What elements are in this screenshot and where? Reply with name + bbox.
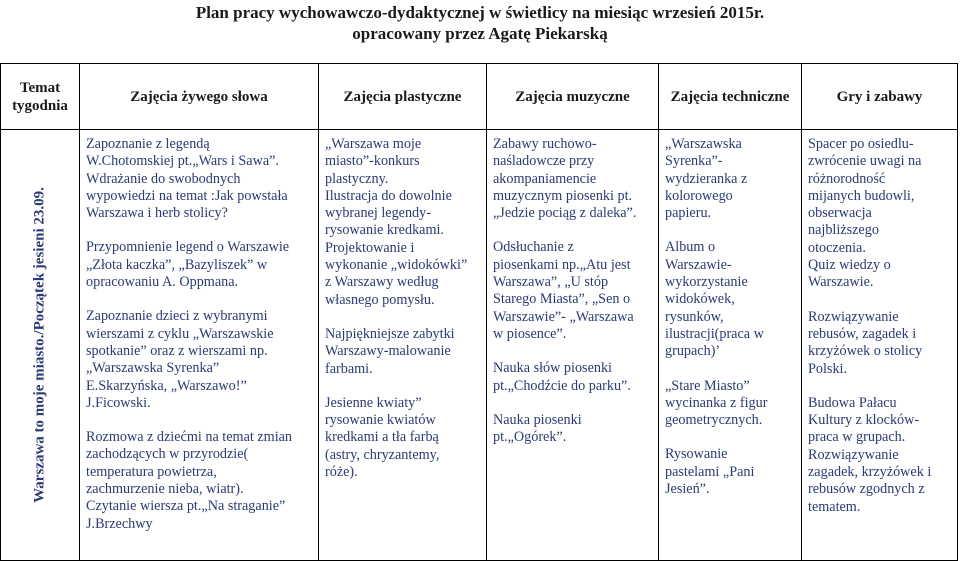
activity-text: Zabawy ruchowo- naśladowcze przy akompaniamencie muzycznym piosenki pt. „Jedzie pociąg z daleka”. bbox=[493, 136, 637, 222]
column-header-temat: Temat tygodnia bbox=[1, 64, 80, 130]
cell-slowo bbox=[80, 130, 319, 561]
page-title: Plan pracy wychowawczo-dydaktycznej w świetlicy na miesiąc wrzesień 2015r. bbox=[195, 3, 765, 22]
plan-table bbox=[0, 63, 958, 561]
cell-plastyczne bbox=[319, 130, 487, 561]
activity-text: Odsłuchanie z piosenkami np.„Atu jest Warszawa”, „U stóp Starego Miasta”, „Sen o Warszawie”- „Warszawa w piosence”. bbox=[493, 239, 634, 342]
activity-text: Zapoznanie dzieci z wybranymi wierszami z cyklu „Warszawskie spotkanie” oraz z wierszami np. „Warszawska Syrenka” E.Skarzyńska, „Warszawo!” J.Ficowski. bbox=[86, 308, 274, 411]
activity-text: Rysowanie pastelami „Pani Jesień”. bbox=[665, 446, 755, 498]
column-header-plastyczne: Zajęcia plastyczne bbox=[319, 64, 487, 130]
activity-text: Budowa Pałacu Kultury z klocków- praca w grupach. Rozwiązywanie zagadek, krzyżówek i rebusów zgodnych z tematem. bbox=[808, 394, 932, 515]
column-header-muzyczne: Zajęcia muzyczne bbox=[487, 64, 659, 130]
table-header-row bbox=[1, 64, 958, 130]
column-header-techniczne: Zajęcia techniczne bbox=[659, 64, 802, 130]
activity-text: „Stare Miasto” wycinanka z figur geometrycznych. bbox=[665, 377, 768, 429]
activity-text: Spacer po osiedlu- zwrócenie uwagi na różnorodność mijanych budowli, obserwacja najbliższego otoczenia. Quiz wiedzy o Warszawie. bbox=[808, 136, 922, 291]
table-row bbox=[1, 130, 958, 561]
theme-cell bbox=[1, 130, 80, 561]
activity-text: Zapoznanie z legendą W.Chotomskiej pt.„Wars i Sawa”. Wdrażanie do swobodnych wypowiedzi na temat :Jak powstała Warszawa i herb stolicy? bbox=[86, 136, 288, 222]
column-header-slowo: Zajęcia żywego słowa bbox=[80, 64, 319, 130]
activity-text: Album o Warszawie- wykorzystanie widokówek, rysunków, ilustracji(praca w grupach)’ bbox=[665, 239, 764, 360]
activity-text: Przypomnienie legend o Warszawie „Złota kaczka”, „Bazyliszek” w opracowaniu A. Oppmana. bbox=[86, 239, 290, 291]
activity-text: Rozmowa z dziećmi na temat zmian zachodzących w przyrodzie( temperatura powietrza, zachmurzenie nieba, wiatr). Czytanie wiersza pt.„Na straganie” J.Brzechwy bbox=[86, 429, 293, 532]
activity-text: „Warszawa moje miasto”-konkurs plastyczny. Ilustracja do dowolnie wybranej legendy- rysowanie kredkami. Projektowanie i wykonanie „widokówki” z Warszawy według własnego pomysłu. bbox=[325, 136, 468, 308]
page-subtitle: opracowany przez Agatę Piekarską bbox=[352, 24, 608, 43]
activity-text: Nauka piosenki pt.„Ogórek”. bbox=[493, 411, 582, 446]
cell-muzyczne bbox=[487, 130, 659, 561]
column-header-gry: Gry i zabawy bbox=[802, 64, 958, 130]
activity-text: Nauka słów piosenki pt.„Chodźcie do parku”. bbox=[493, 360, 631, 394]
cell-techniczne bbox=[659, 130, 802, 561]
activity-text: Jesienne kwiaty” rysowanie kwiatów kredkami a tła farbą (astry, chryzantemy, róże). bbox=[325, 394, 440, 481]
activity-text: Najpiękniejsze zabytki Warszawy-malowanie farbami. bbox=[325, 325, 455, 377]
cell-gry bbox=[802, 130, 958, 561]
activity-text: Rozwiązywanie rebusów, zagadek i krzyżówek o stolicy Polski. bbox=[808, 308, 923, 377]
theme-label: Warszawa to moje miasto./Początek jesieni 23.09. bbox=[31, 187, 48, 503]
activity-text: „Warszawska Syrenka”- wydzieranka z kolorowego papieru. bbox=[665, 136, 748, 222]
